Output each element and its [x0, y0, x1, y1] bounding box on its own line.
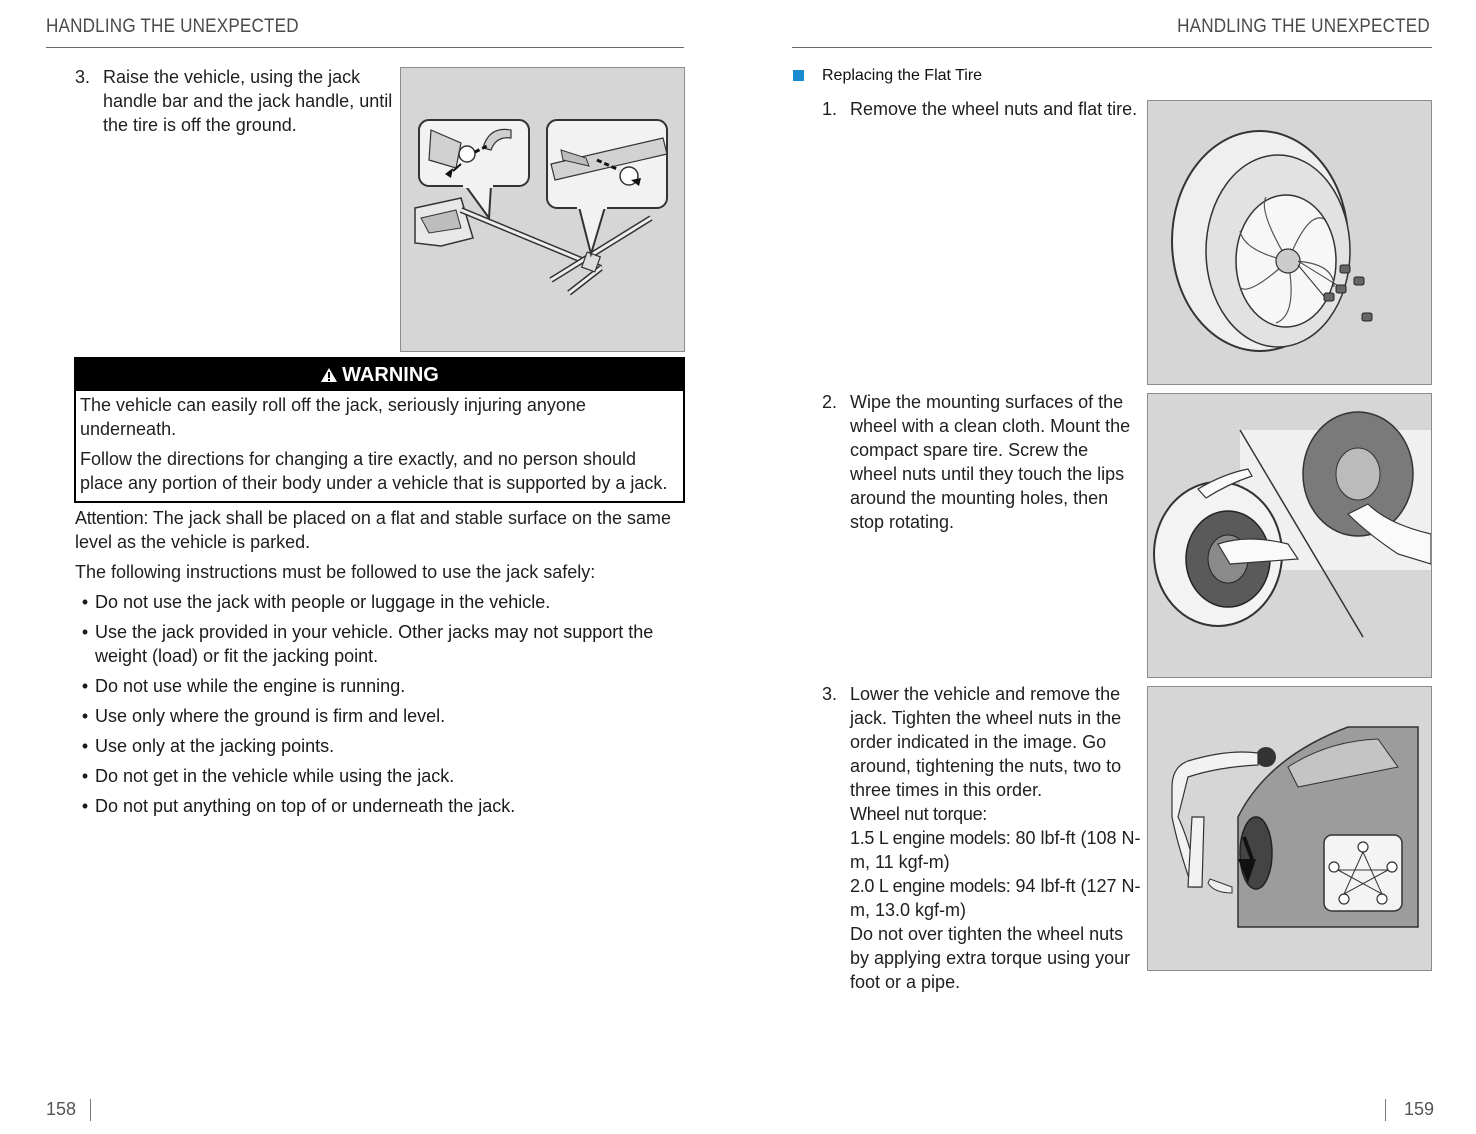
- left-page-header: HANDLING THE UNEXPECTED: [46, 16, 299, 37]
- attention-label: Attention:: [75, 508, 149, 528]
- list-item: • Use only where the ground is firm and level.: [81, 706, 446, 726]
- left-step3-number: 3.: [75, 67, 91, 87]
- spare-tire-mount-illustration: [1147, 393, 1432, 678]
- left-page-number-divider: [90, 1099, 91, 1121]
- right-page-number: 159: [1404, 1099, 1435, 1119]
- right-step2-number: 2.: [822, 392, 838, 412]
- torque-2-0l: 2.0 L engine models: 94 lbf-ft (127 N-: [850, 876, 1141, 896]
- spare-tire-drawing: [1148, 394, 1431, 677]
- warning-paragraph-2: Follow the directions for changing a tire exactly, and no person should place any portion of their body under a vehicle that is supported by a jack.: [80, 449, 668, 493]
- right-step3-text: Lower the vehicle and remove the jack. Tighten the wheel nuts in the order indicated in the image. Go around, tightening the nuts, two to three times in this order. Wheel nut torque: 1.5 L engine models: 80 lbf-ft (108 N- m, 11 kgf-m) 2.0 L engine models: 94 lbf-ft (127 N- m, 13.0 kgf-m) Do not over tighten the wheel nuts by applying extra torque using your foot or a pipe.: [850, 684, 1141, 992]
- left-page-number: 158: [46, 1099, 77, 1119]
- tighten-nuts-illustration: [1147, 686, 1432, 971]
- right-page-header: HANDLING THE UNEXPECTED: [1177, 16, 1430, 37]
- right-step3-number: 3.: [822, 684, 838, 704]
- tighten-nuts-drawing: [1148, 687, 1431, 970]
- left-step3-text: Raise the vehicle, using the jack handle bar and the jack handle, until the tire is off the ground.: [103, 67, 393, 135]
- torque-heading: Wheel nut torque:: [850, 804, 987, 824]
- left-header-rule: [46, 47, 684, 48]
- right-page-number-divider: [1385, 1099, 1386, 1121]
- list-item: • Do not put anything on top of or underneath the jack.: [81, 796, 516, 816]
- list-item: • Do not use the jack with people or luggage in the vehicle.: [81, 592, 551, 612]
- warning-triangle-icon: [320, 361, 338, 393]
- right-step2-text: Wipe the mounting surfaces of the wheel with a clean cloth. Mount the compact spare tire. Screw the wheel nuts until they touch the lips around the mounting holes, then stop rotating.: [850, 392, 1131, 532]
- list-item: • Do not get in the vehicle while using the jack.: [81, 766, 455, 786]
- safety-bullet-list: [75, 590, 687, 818]
- right-step1-text: Remove the wheel nuts and flat tire.: [850, 99, 1138, 119]
- torque-1-5l: 1.5 L engine models: 80 lbf-ft (108 N-: [850, 828, 1141, 848]
- instructions-intro: The following instructions must be followed to use the jack safely:: [75, 562, 596, 582]
- list-item: • Use only at the jacking points.: [81, 736, 335, 756]
- attention-note: Attention: The jack shall be placed on a flat and stable surface on the same level as the vehicle is parked.: [75, 508, 672, 552]
- section-title: Replacing the Flat Tire: [822, 67, 983, 84]
- warning-header: [76, 359, 683, 391]
- tire-drawing: [1148, 101, 1431, 384]
- jack-illustration: [400, 67, 685, 352]
- right-step1-number: 1.: [822, 99, 838, 119]
- jack-drawing: [401, 68, 684, 351]
- list-item: • Use the jack provided in your vehicle. Other jacks may not support the weight (load) or fit the jacking point.: [81, 622, 654, 666]
- list-item: • Do not use while the engine is running.: [81, 676, 406, 696]
- warning-box: [74, 357, 685, 503]
- section-square-icon: [793, 70, 804, 81]
- warning-title: WARNING: [342, 364, 439, 386]
- right-header-rule: [792, 47, 1432, 48]
- tire-removal-illustration: [1147, 100, 1432, 385]
- warning-paragraph-1: The vehicle can easily roll off the jack, seriously injuring anyone underneath.: [80, 395, 586, 439]
